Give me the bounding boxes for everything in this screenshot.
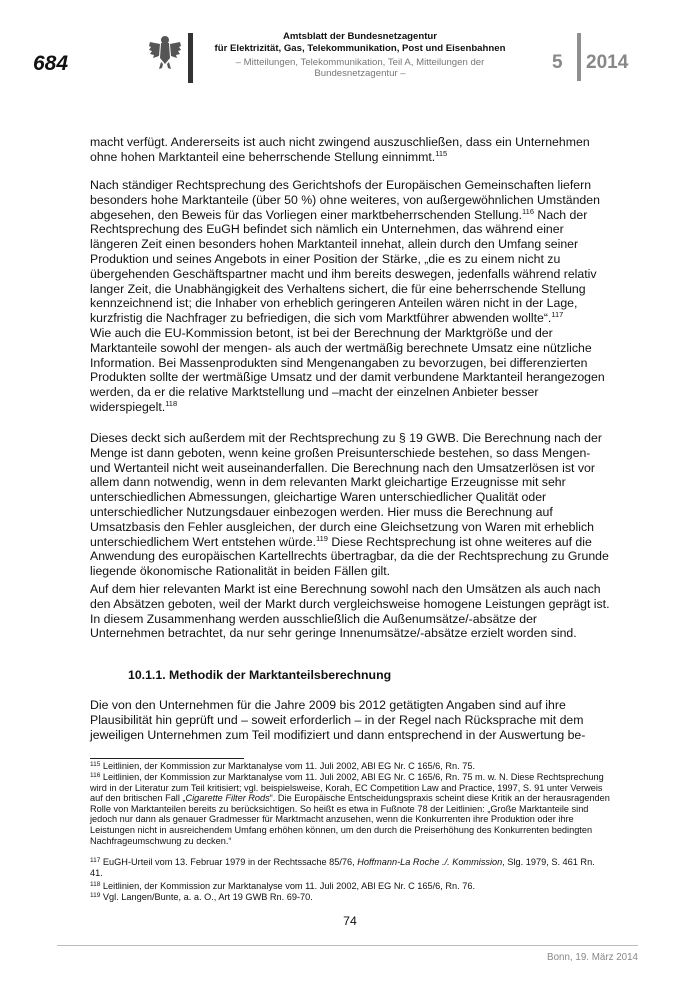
footnote-115: $^{115}$ Leitlinien, der Kommission zur Marktanalyse vom 11. Juli 2002, ABl EG Nr. C 165/6, Rn. 75. <box>90 761 476 771</box>
footnote-119: $^{119}$ Vgl. Langen/Bunte, a. a. O., Art 19 GWB Rn. 69-70. <box>90 892 313 902</box>
section-heading: 10.1.1. Methodik der Marktanteilsberechnung <box>128 668 392 682</box>
issue-number: 5 <box>552 52 563 73</box>
gazette-subtitle: für Elektrizität, Gas, Telekommunikation, Post und Eisenbahnen <box>214 43 506 54</box>
paragraph-3: Wie auch die EU-Kommission betont, ist bei der Berechnung der Marktgröße und der Marktanteile sowohl der mengen- als auch der wertmäßig berechnete Umsatz eine nützliche Information. Bei Massenprodukten sind Mengenangaben zu bevorzugen, bei differenzierten Produkten sollte der wertmäßige Umsatz und der damit verbundene Marktanteil herangezogen werden, da er die relative Marktstellung und –macht der einzelnen Anbieter besser widerspiegelt.$^{118}$ <box>90 326 605 414</box>
paragraph-6: Die von den Unternehmen für die Jahre 2009 bis 2012 getätigten Angaben sind auf ihre Plausibilität hin geprüft und – soweit erforderlich – in der Regel nach Rücksprache mit dem jeweiligen Unternehmen zum Teil modifiziert und dann entsprechend in der Auswertung be- <box>90 698 586 742</box>
gazette-title: Amtsblatt der Bundesnetzagentur <box>282 31 438 42</box>
federal-eagle-icon <box>148 34 182 72</box>
paragraph-5: Auf dem hier relevanten Markt ist eine Berechnung sowohl nach den Umsätzen als auch nach den Absätzen geboten, weil der Markt durch vergleichsweise homogene Leistungen geprägt ist. In diesem Zusammenhang werden ausschließlich die Außenumsätze/-absätze der Unternehmen betrachtet, da nur sehr geringe Innenumsätze/-absätze erzielt worden sind. <box>90 582 610 641</box>
footnote-ref[interactable]: 116 <box>522 206 535 216</box>
issue-year: 2014 <box>586 52 629 73</box>
document-page-number: 74 <box>343 914 357 928</box>
footnote-ref[interactable]: 119 <box>316 533 328 543</box>
publication-date: Bonn, 19. März 2014 <box>547 952 638 963</box>
paragraph-2: Nach ständiger Rechtsprechung des Gerichtshofs der Europäischen Gemeinschaften liefern besonders hohe Marktanteile (über 50 %) ohne weiteres, von außergewöhnlichen Umständen abgesehen, den Beweis für das Vorliegen einer marktbeherrschenden Stellung.$^{116}$ Nach der Rechtsprechung des EuGH befindet sich nämlich ein Unternehmen, das während einer längeren Zeit einen besonders hohen Marktanteil innehat, allein durch den Umfang seiner Produktion und seines Angebots in einer Position der Stärke, „die es zu einem nicht zu übergehenden Geschäftspartner macht und ihm bereits deswegen, jedenfalls während relativ langer Zeit, die Unabhängigkeit des Verhaltens sichert, die für eine beherrschende Stellung kennzeichnend ist; die Inhaber von erheblich geringeren Anteilen wären nicht in der Lage, kurzfristig die Nachfrager zu befriedigen, die sich vom Marktführer abwenden wollte“.$^{117}$ <box>90 178 600 326</box>
footnote-ref[interactable]: 118 <box>165 398 178 408</box>
footnote-ref[interactable]: 115 <box>435 148 448 158</box>
gazette-section: – Mitteilungen, Telekommunikation, Teil A, Mitteilungen der Bundesnetzagentur – <box>235 57 485 79</box>
header-divider <box>188 33 193 83</box>
footnote-116: $^{116}$ Leitlinien, der Kommission zur Marktanalyse vom 11. Juli 2002, ABl EG Nr. C 165/6, Rn. 75 m. w. N. Diese Rechtsprechung wird in der Literatur zum Teil kritisiert; vgl. beispielsweise, Korah, EC Competition Law and Practice, 1997, S. 91 unter Verweis auf den britischen Fall „Cigarette Filter Rods“. Die Europäische Entscheidungspraxis scheint diese Kritik an der herausragenden Rolle von Marktanteilen bereits zu berücksichtigen. So heißt es etwa in Fußnote 78 der Leitlinien: „Große Marktanteile sind jedoch nur dann als genauer Gradmesser für Marktmacht anzusehen, wenn die Konkurrenten ihre Produktion oder ihre Leistungen nicht in ausreichendem Umfang erhöhen können, um den durch die Preiserhöhung des Konkurrenten bedingten Nachfrageumschwung zu decken.“ <box>90 772 610 846</box>
footnote-rule <box>90 758 244 759</box>
footnote-ref[interactable]: 117 <box>551 310 564 320</box>
page-number: 684 <box>33 52 69 75</box>
paragraph-4: Dieses deckt sich außerdem mit der Rechtsprechung zu § 19 GWB. Die Berechnung nach der Menge ist dann geboten, wenn keine großen Preisunterschiede bestehen, so dass Mengen- und Wertanteil nicht weit auseinanderfallen. Die Berechnung nach den Umsatzerlösen ist vor allem dann notwendig, wenn in dem relevanten Markt gleichartige Erzeugnisse mit sehr unterschiedlichen Abmessungen, gleichartige Waren unterschiedlicher Qualität oder unterschiedlicher Nutzungsdauer einbezogen werden. Hier muss die Berechnung auf Umsatzbasis den Fehler ausgleichen, der durch eine Gleichsetzung von Waren mit erheblich unterschiedlichem Wert entstehen würde.$^{119}$ Diese Rechtsprechung ist ohne weiteres auf die Anwendung des europäischen Kartellrechts übertragbar, da die der Rechtsprechung zu Grunde liegende ökonomische Rationalität in beiden Fällen gilt. <box>90 431 609 579</box>
footnote-117: $^{117}$ EuGH-Urteil vom 13. Februar 1979 in der Rechtssache 85/76, Hoffmann-La Roche ./. Kommission, Slg. 1979, S. 461 Rn. 41. <box>90 857 595 878</box>
footnote-118: $^{118}$ Leitlinien, der Kommission zur Marktanalyse vom 11. Juli 2002, ABl EG Nr. C 165/6, Rn. 76. <box>90 881 476 891</box>
footer-rule <box>57 945 638 946</box>
paragraph-1: macht verfügt. Andererseits ist auch nicht zwingend auszuschließen, dass ein Unternehmen ohne hohen Marktanteil eine beherrschende Stellung einnimmt.$^{115}$ <box>90 135 590 164</box>
issue-divider <box>577 33 581 81</box>
